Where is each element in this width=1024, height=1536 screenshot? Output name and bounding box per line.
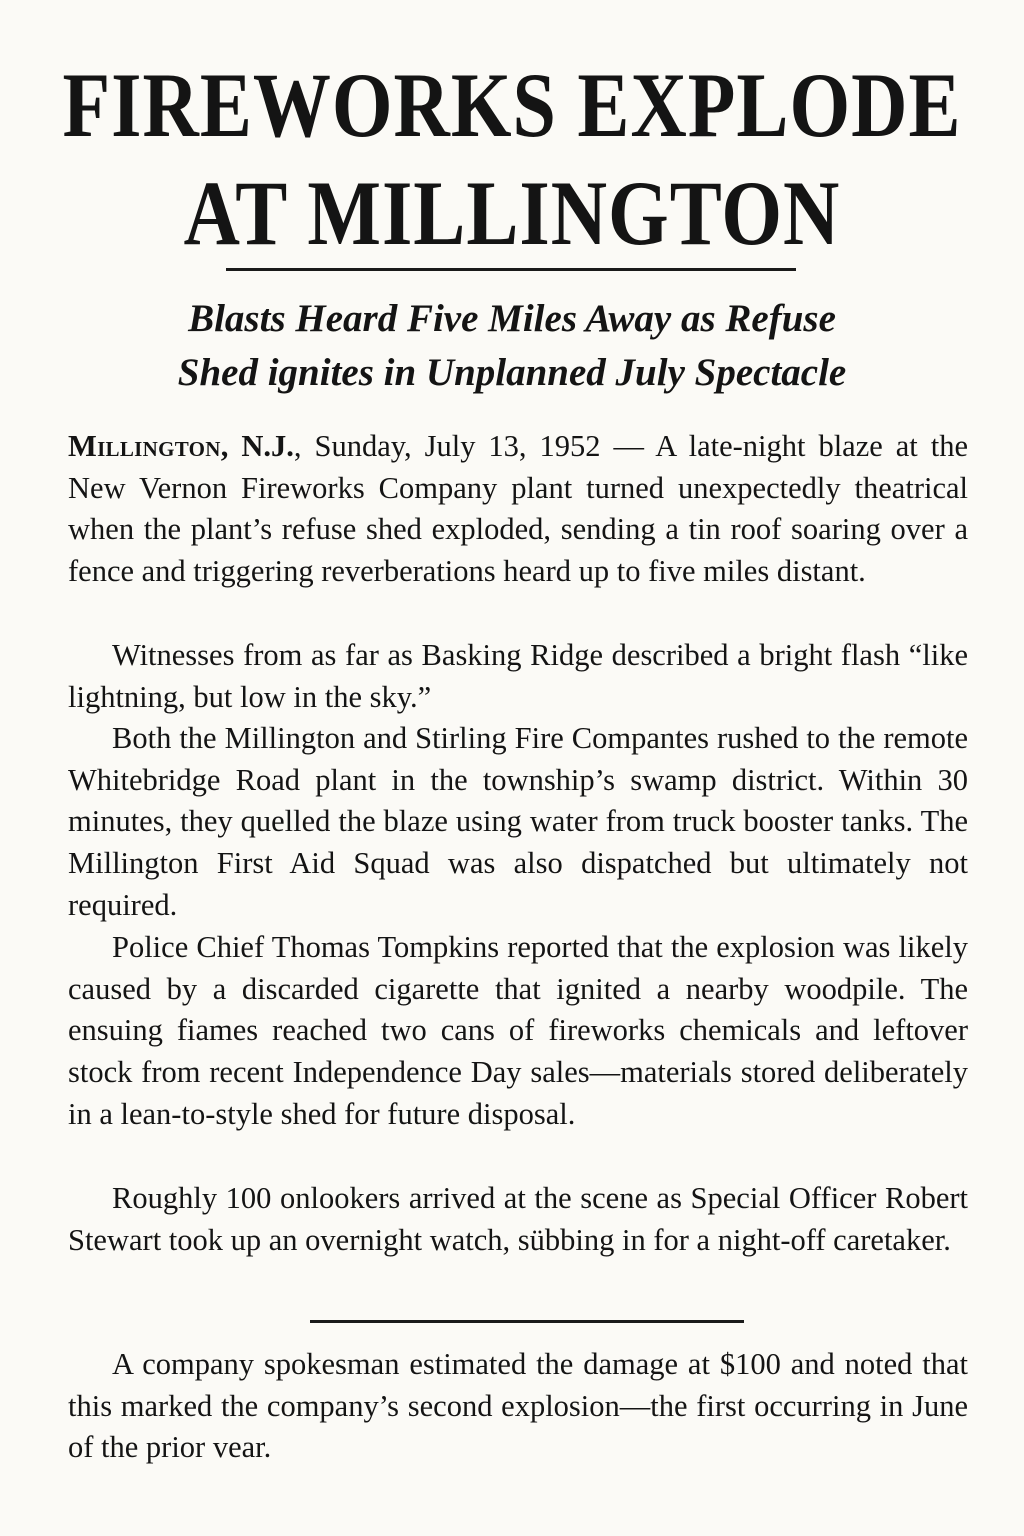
article-paragraph-2: Witnesses from as far as Basking Ridge described a bright flash “like lightning, but low in the sky.” [68, 638, 968, 714]
top-divider-rule [226, 268, 796, 271]
subheadline-line-2: Shed ignites in Unplanned July Spectacle [177, 351, 847, 394]
article-paragraph-4: Police Chief Thomas Tompkins reported that the explosion was likely caused by a discarded cigarette that ignited a nearby woodpile. The ensuing fiames reached two cans of fireworks chemicals and leftover stock from recent Independence Day sales—materials stored deliberately in a lean-to-style shed for future disposal. [68, 930, 968, 1131]
article-paragraph-5: Roughly 100 onlookers arrived at the scene as Special Officer Robert Stewart took up an overnight watch, sübbing in for a night-off caretaker. [68, 1181, 968, 1257]
dateline-state: , N.J. [220, 429, 294, 463]
headline-line-2: AT MILLINGTON [183, 161, 841, 264]
paragraph-1-text: , Sunday, July 13, 1952 — A late-night blaze at the New Vernon Fireworks Company plant turned unexpectedly theatrical when the plant’s refuse shed exploded, sending a tin roof soaring over a fence and triggering reverberations heard up to five miles distant. [68, 429, 968, 589]
article-paragraph-6: A company spokesman estimated the damage at $100 and noted that this marked the company’s second explosion—the first occurring in June of the prior vear. [68, 1347, 968, 1465]
article-paragraph-1 [68, 426, 968, 593]
bottom-divider-rule [310, 1320, 744, 1323]
subheadline-line-1: Blasts Heard Five Miles Away as Refuse [188, 297, 836, 340]
headline-line-1: FIREWORKS EXPLODE [62, 53, 962, 156]
dateline-place: Millington [68, 429, 221, 463]
article-paragraph-3: Both the Millington and Stirling Fire Compantes rushed to the remote Whitebridge Road plant in the township’s swamp district. Within 30 minutes, they quelled the blaze using water from truck booster tanks. The Millington First Aid Squad was also dispatched but ultimately not required. [68, 721, 968, 922]
